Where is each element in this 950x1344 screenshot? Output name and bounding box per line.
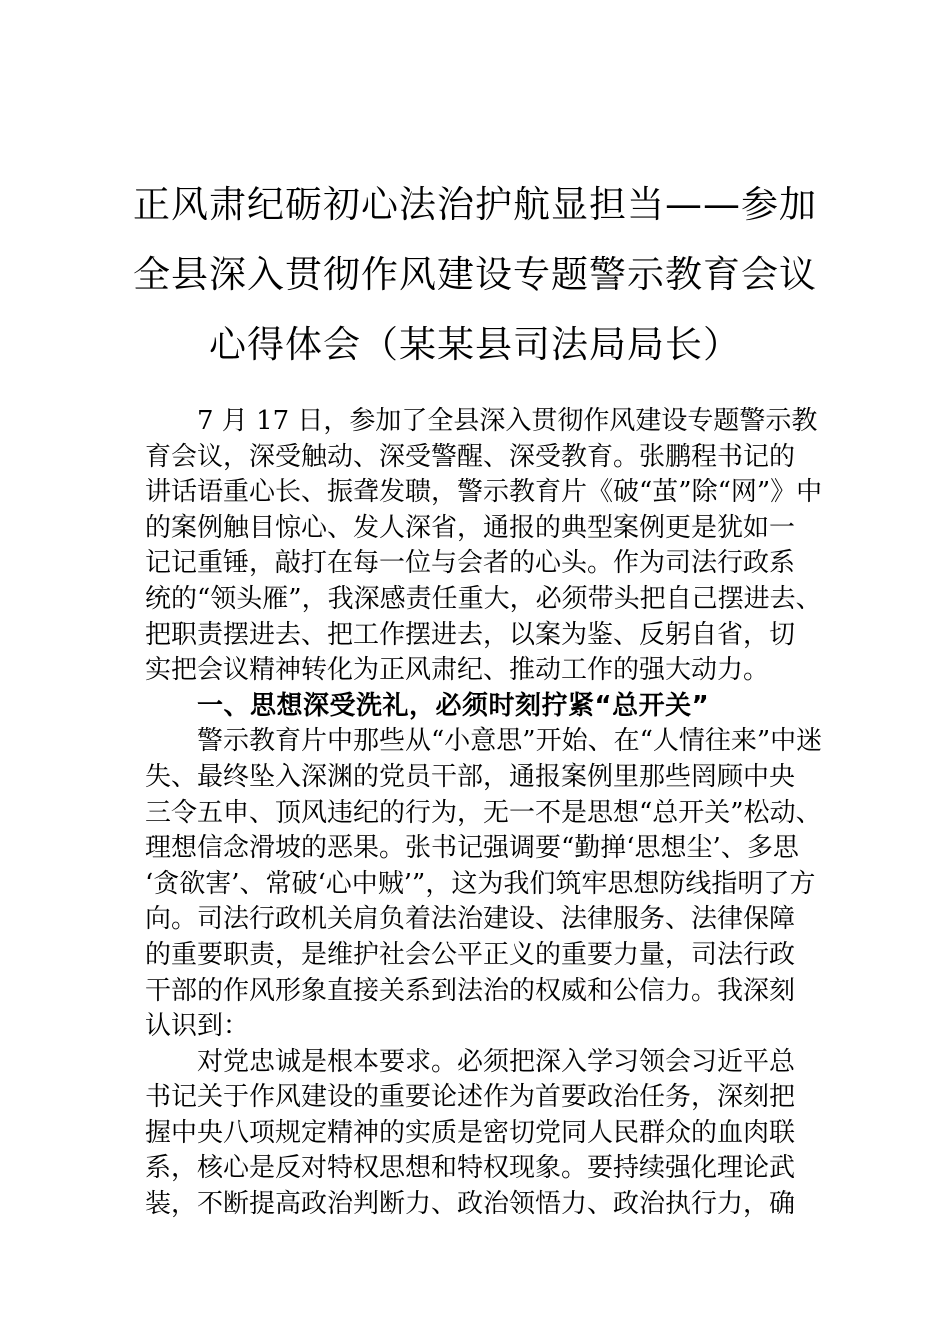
paragraph-line: 握中央八项规定精神的实质是密切党同人民群众的血肉联 xyxy=(145,1117,796,1148)
paragraph-line: 理想信念滑坡的恶果。张书记强调要“勤掸‘思想尘’、多思 xyxy=(145,833,799,864)
paragraph-line: 向。司法行政机关肩负着法治建设、法律服务、法律保障 xyxy=(145,904,796,935)
title-line-1: 正风肃纪砺初心法治护航显担当——参加 xyxy=(133,183,817,226)
paragraph-line: 认识到： xyxy=(145,1011,250,1042)
paragraph-line: 记记重锤，敲打在每一位与会者的心头。作为司法行政系 xyxy=(145,548,796,579)
paragraph-line: 警示教育片中那些从“小意思”开始、在“人情往来”中迷 xyxy=(197,726,823,757)
document-body xyxy=(145,404,823,1223)
paragraph-line: 三令五申、顶风违纪的行为，无一不是思想“总开关”松动、 xyxy=(145,797,822,828)
title-line-3: 心得体会（某某县司法局局长） xyxy=(209,323,741,366)
paragraph-line: 书记关于作风建设的重要论述作为首要政治任务，深刻把 xyxy=(145,1082,796,1113)
section-heading: 一、思想深受洗礼，必须时刻拧紧“总开关” xyxy=(197,690,710,721)
paragraph-line: 讲话语重心长、振聋发聩，警示教育片《破“茧”除“网”》中 xyxy=(145,477,823,508)
paragraph-line: 失、最终坠入深渊的党员干部，通报案例里那些罔顾中央 xyxy=(145,761,796,792)
paragraph-line: 实把会议精神转化为正风肃纪、推动工作的强大动力。 xyxy=(145,655,770,686)
paragraph-line: 统的“领头雁”，我深感责任重大，必须带头把自己摆进去、 xyxy=(145,583,822,614)
paragraph-line: 育会议，深受触动、深受警醒、深受教育。张鹏程书记的 xyxy=(145,441,796,472)
paragraph-line: 7 月 17 日，参加了全县深入贯彻作风建设专题警示教 xyxy=(197,406,818,436)
paragraph-line: 装，不断提高政治判断力、政治领悟力、政治执行力，确 xyxy=(145,1189,796,1220)
paragraph-line: ‘贪欲害’、常破‘心中贼’”，这为我们筑牢思想防线指明了方 xyxy=(145,868,816,899)
paragraph-line: 把职责摆进去、把工作摆进去，以案为鉴、反躬自省，切 xyxy=(145,619,796,650)
paragraph-line: 系，核心是反对特权思想和特权现象。要持续强化理论武 xyxy=(145,1153,796,1184)
document-title xyxy=(120,170,830,380)
paragraph-line: 的案例触目惊心、发人深省，通报的典型案例更是犹如一 xyxy=(145,512,796,543)
paragraph-line: 干部的作风形象直接关系到法治的权威和公信力。我深刻 xyxy=(145,975,796,1006)
paragraph-line: 的重要职责，是维护社会公平正义的重要力量，司法行政 xyxy=(145,939,796,970)
title-line-2: 全县深入贯彻作风建设专题警示教育会议 xyxy=(133,253,817,296)
paragraph-line: 对党忠诚是根本要求。必须把深入学习领会习近平总 xyxy=(197,1046,796,1077)
